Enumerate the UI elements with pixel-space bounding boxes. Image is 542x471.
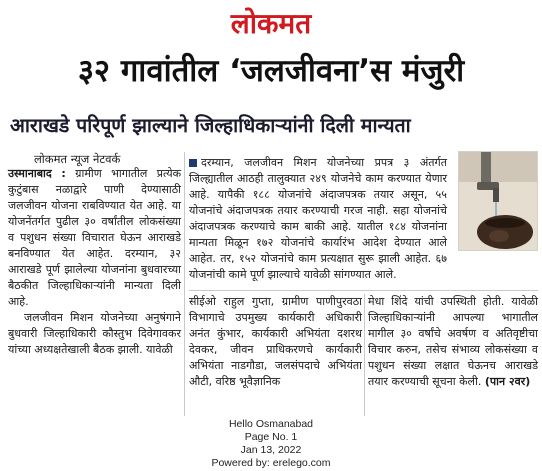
column-divider [184,152,185,416]
byline: लोकमत न्यूज नेटवर्क [34,152,121,166]
page-footer [0,418,542,470]
newspaper-logo: लोकमत [230,7,312,40]
column-3-text: मेधा शिंदे यांची उपस्थिती होती. यावेळी जिल्हाधिकाऱ्यांनी आपल्या भागातील मागील ३० वर्षांचे अवर्षण व अतिवृष्टीचा विचार करुन, तसेच संभाव्य लोकसंख्या व पशुधन संख्या लक्षात घेऊनच आराखडे तयार करण्याची सूचना केली. [368,295,538,388]
article-headline: ३२ गावांतील ‘जलजीवना’स मंजुरी [77,53,465,89]
masthead [0,2,542,46]
continued-note: (पान २वर) [484,375,531,388]
section-divider [189,290,538,291]
column-2 [189,294,362,390]
article-subhead: आराखडे परिपूर्ण झाल्याने जिल्हाधिकाऱ्यांनी दिली मान्यता [10,114,411,137]
page-date: Jan 13, 2022 [240,444,302,456]
paragraph-2-text: जलजीवन मिशन योजनेच्या अनुषंगाने बुधवारी जिल्हाधिकारी कौस्तुभ दिवेगावकर यांच्या अध्यक्षतेखाली बैठक झाली. यावेळी [8,311,181,356]
edition-name: Hello Osmanabad [228,418,314,430]
column-1 [8,166,181,358]
column-divider-2 [364,294,365,416]
info-box [189,155,447,283]
powered-by-link[interactable]: Powered by: erelego.com [211,457,331,469]
column-3-para [368,294,538,390]
paragraph-1 [8,166,181,310]
paragraph-1-text: ग्रामीण भागातील प्रत्येक कुटुंबास नळाद्वारे पाणी देण्यासाठी जलजीवन योजना राबविण्यात येत आहे. या योजनेंतर्गत पुढील ३० वर्षांतील लोकसंख्या व पशुधन संख्या विचारात घेऊन आराखडे बनविण्यात येत आहेत. दरम्यान, ३२ आराखडे पूर्ण झालेल्या योजनांना बुधवारच्या बैठकीत जिल्हाधिकाऱ्यांनी मान्यता दिली आहे. [8,167,182,308]
water-pot-tap-photo [458,151,538,251]
dateline: उस्मानाबाद : [8,167,66,180]
photo-illustration [459,152,538,251]
page-info [0,431,542,457]
paragraph-2 [8,310,181,358]
info-box-text: दरम्यान, जलजीवन मिशन योजनेच्या प्रपत्र ३ अंतर्गत जिल्ह्यातील आठही तालुक्यात २४९ योजनेचे काम करण्यात येणार आहे. यापैकी १८८ योजनांचे अंदाजपत्रक तयार असून, ५५ योजनांचे अंदाजपत्रक तयार करण्याची गरज नाही. सहा योजनांचे अंदाजपत्रक करण्याचे काम बाकी आहे. यातील १८४ योजनांना मान्यता मिळून १७२ योजनांचे कार्यारंभ आदेश देण्यात आले आहेत. तर, १५२ योजनांचे काम प्रत्यक्षात सुरू झाली आहेत. ६७ योजनांची कामे पूर्ण झाल्याचे यावेळी सांगण्यात आले. [189,156,447,281]
column-2-text: सीईओ राहुल गुप्ता, ग्रामीण पाणीपुरवठा विभागाचे उपमुख्य कार्यकारी अधिकारी अनंत कुंभार, कार्यकारी अभियंता दशरथ देवकर, जीवन प्राधिकरणचे कार्यकारी अभियंता नाडगौडा, जलसंपदाचे अभियंता औटी, वरिष्ठ भूवैज्ञानिक [189,295,362,388]
column-3 [368,294,538,390]
page-number: Page No. 1 [244,431,298,443]
bullet-icon [189,159,197,167]
